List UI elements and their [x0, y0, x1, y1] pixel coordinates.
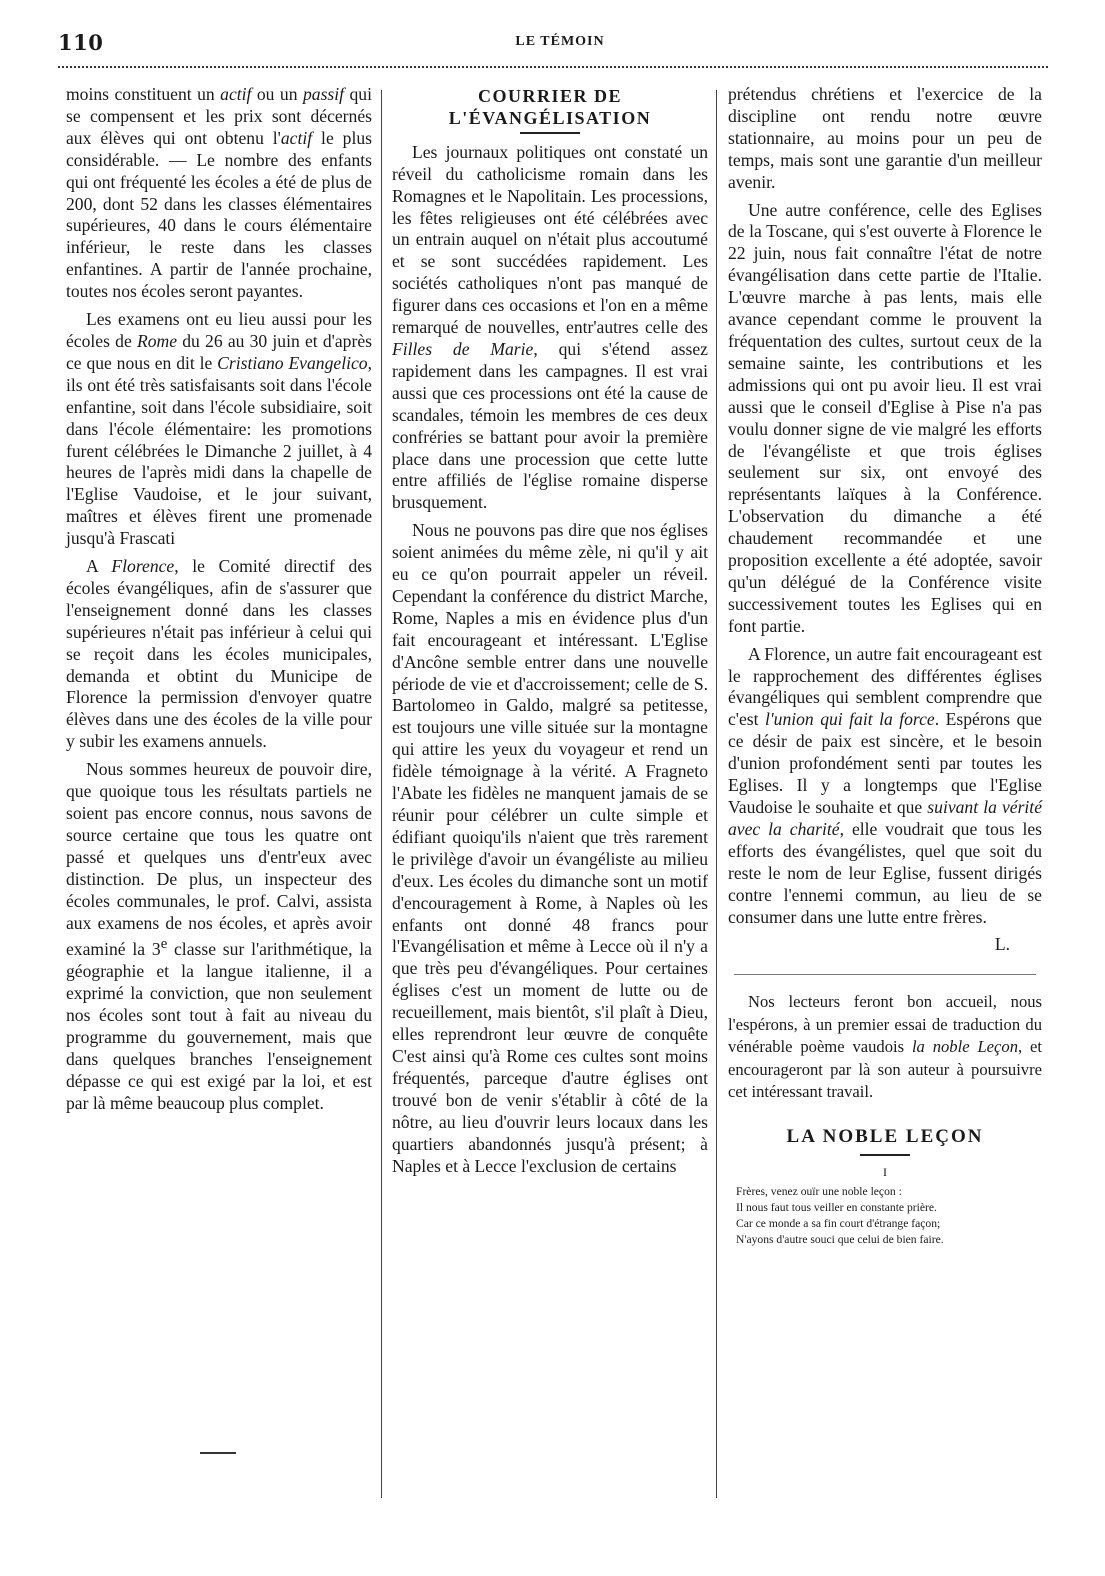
verse-line: Car ce monde a sa fin court d'étrange façon;: [736, 1216, 941, 1230]
editor-note: Nos lecteurs feront bon accueil, nous l'espérons, à un premier essai de traduction du vénérable poème vaudois la noble Leçon, et encourageront par là son auteur à poursuivre cet intéressant travail.: [728, 992, 1042, 1102]
signature: L.: [994, 934, 1010, 955]
poem-title: LA NOBLE LEÇON: [786, 1125, 984, 1147]
col2-paragraph: Nous ne pouvons pas dire que nos églises soient animées du même zèle, ni qu'il y ait eu ce qu'on pourrait appeler un réveil. Cependant la conférence du district Marche, Rome, Naples a mis en évidence plus d'un fait encourageant et intéressant. L'Eglise d'Ancône semble entrer dans une nouvelle période de vie et d'accroissement; celle de S. Bartolomeo in Galdo, malgré sa petitesse, est toujours une ville située sur la montagne qui attire les yeux du voyageur et rend un fidèle témoignage à la vérité. A Fragneto l'Abate les fidèles ne manquent jamais de se réunir pour célébrer un culte simple et édifiant quoiqu'ils n'aient que très rarement le privilège d'avoir un évangéliste au milieu d'eux. Les écoles du dimanche sont un motif d'encouragement à Rome, à Naples où les enfants ont donné 48 francs pour l'Evangélisation et même à Lecce où il n'y a que très peu d'évangéliques. Pour certaines églises c'est un moment de lutte ou de recueillement, mais bientôt, s'il plaît à Dieu, elles reprendront leur œuvre de conquête C'est ainsi qu'à Rome ces cultes sont moins fréquentés, parceque d'autre églises ont trouvé bon de venir s'établir à côté de la nôtre, au lieu d'ouvrir leurs locaux dans les quartiers abandonnés jusqu'à présent; à Naples et à Lecce l'exclusion de certains: [392, 520, 708, 1176]
column-divider-2: [716, 90, 717, 1498]
col1-paragraph: Les examens ont eu lieu aussi pour les écoles de Rome du 26 au 30 juin et d'après ce que nous en dit le Cristiano Evangelico, ils ont été très satisfaisants soit dans l'école enfantine, soit dans l'école subsidiaire, soit dans l'école élémentaire: les promotions furent célébrées le Dimanche 2 juillet, à 4 heures de l'après midi dans la chapelle de l'Eglise Vaudoise, et le jour suivant, maîtres et élèves firent une promenade jusqu'à Frascati: [66, 309, 372, 549]
page-number: 110: [58, 30, 104, 55]
verse-line: N'ayons d'autre souci que celui de bien faire.: [736, 1232, 944, 1246]
poem-numeral: I: [883, 1164, 887, 1179]
section-title: COURRIER DE L'ÉVANGÉLISATION: [448, 86, 652, 128]
column-end-rule: [200, 1452, 236, 1454]
col3-paragraph: A Florence, un autre fait encourageant est le rapprochement des différentes églises évangéliques qui semblent comprendre que c'est l'union qui fait la force. Espérons que ce désir de paix est sincère, et le besoin d'union profondément senti par toutes les Eglises. Il y a longtemps que l'Eglise Vaudoise le souhaite et que suivant la vérité avec la charité, elle voudrait que tous les efforts des évangélistes, quel que soit du reste le nom de leur Eglise, fussent dirigés contre l'ennemi commun, au lieu de se consumer dans une lutte entre frères.: [728, 643, 1042, 927]
section-divider: [734, 974, 1036, 975]
column-divider-1: [381, 90, 382, 1498]
col1-paragraph: Nous sommes heureux de pouvoir dire, que quoique tous les résultats partiels ne soient pas encore connus, nous savons de source certaine que tous les quatre ont passé et quelques uns d'entr'eux avec distinction. De plus, un inspecteur des écoles communales, le prof. Calvi, assista aux examens de nos écoles, et après avoir examiné la 3e classe sur l'arithmétique, la géographie et la langue italienne, il a exprimé la conviction, que non seulement nos écoles sont tout à fait au niveau du programme du gouvernement, mais que dans quelques branches l'enseignement dépasse ce qui est exigé par la loi, et est par là même beaucoup plus complet.: [66, 759, 372, 1113]
masthead: LE TÉMOIN: [515, 34, 605, 49]
verse-line: Il nous faut tous veiller en constante prière.: [736, 1200, 937, 1214]
col1-paragraph: A Florence, le Comité directif des écoles évangéliques, afin de s'assurer que l'enseignement donné dans les classes supérieures n'était pas inférieur à celui qui se reçoit dans les écoles municipales, demanda et obtint du Municipe de Florence la permission d'envoyer quatre élèves dans une des écoles de la ville pour y subir les examens annuels.: [66, 556, 372, 752]
col3-paragraph: prétendus chrétiens et l'exercice de la discipline ont rendu notre œuvre stationnaire, au moins pour un peu de temps, mais sont une garantie d'un meilleur avenir.: [728, 84, 1042, 192]
verse-line: Frères, venez ouïr une noble leçon :: [736, 1184, 902, 1198]
poem-title-rule: [860, 1154, 910, 1156]
column-1: [66, 84, 372, 1115]
column-3: [728, 84, 1042, 1248]
col1-paragraph: moins constituent un actif ou un passif qui se compensent et les prix sont décernés aux élèves qui ont obtenu l'actif le plus considérable. — Le nombre des enfants qui ont fréquenté les écoles a été de plus de 200, dont 52 dans les classes élémentaires supérieures, 40 dans le cours élémentaire inférieur, le reste dans les classes enfantines. A partir de l'année prochaine, toutes nos écoles seront payantes.: [66, 84, 372, 302]
header-rule: [58, 66, 1048, 68]
column-2: [392, 84, 708, 1177]
poem-verses: [736, 1184, 1042, 1248]
page-header: [0, 0, 1105, 72]
title-rule: [520, 132, 580, 134]
col3-paragraph: Une autre conférence, celle des Eglises de la Toscane, qui s'est ouverte à Florence le 22 juin, nous fait connaître l'état de notre évangélisation dans cette partie de l'Italie. L'œuvre marche à pas lents, mais elle avance cependant comme le prouvent la fréquentation des cultes, surtout ceux de la semaine sainte, les contributions et les admissions qui ont pu avoir lieu. Il est vrai aussi que le conseil d'Eglise à Pise n'a pas voulu donner signe de vie malgré les efforts de l'évangéliste et que trois églises seulement sur six, ont envoyé des représentants laïques à la Conférence. L'observation du dimanche a été chaudement recommandée et une proposition excellente a été adoptée, savoir qu'un délégué de la Conférence visite successivement toutes les Eglises qui en font partie.: [728, 199, 1042, 636]
col2-paragraph: Les journaux politiques ont constaté un réveil du catholicisme romain dans les Romagnes et le Napolitain. Les processions, les fêtes religieuses ont été célébrées avec un entrain auquel on n'était plus accoutumé et se sont succédées rapidement. Les sociétés catholiques n'ont pas manqué de figurer dans ces occasions et l'on en a même remarqué de nouvelles, entr'autres celle des Filles de Marie, qui s'étend assez rapidement dans les campagnes. Il est vrai aussi que ces processions ont été la cause de scandales, témoin les membres de ces deux confréries se battant pour avoir la première place dans une procession que cette lutte entre affiliés de l'église romaine disperse brusquement.: [392, 141, 708, 513]
